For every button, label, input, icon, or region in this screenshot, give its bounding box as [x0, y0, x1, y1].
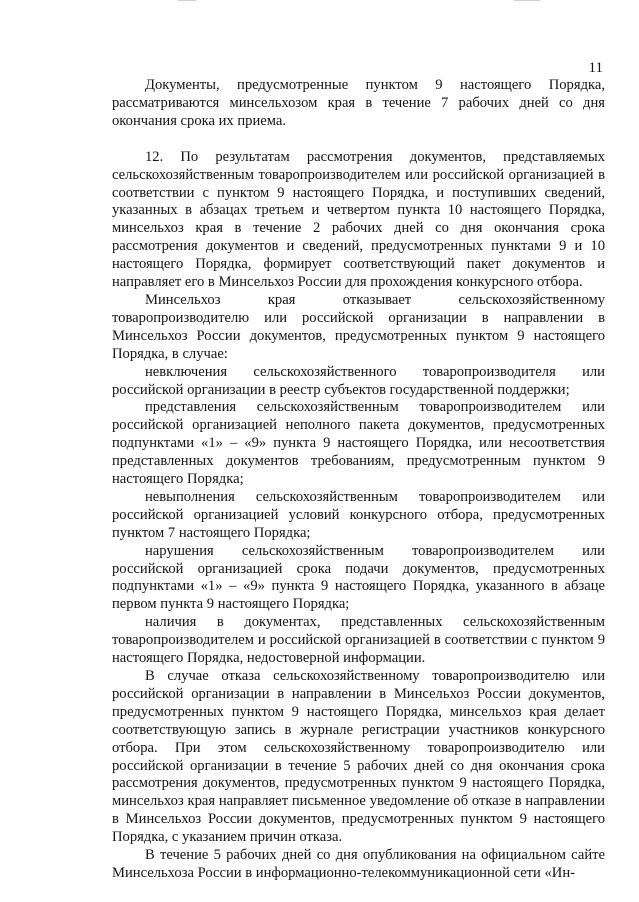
paragraph: представления сельскохозяйственным товаропроизводителем или российской организацией неполного пакета документов, предусмотренных подпунктами «1» – «9» пункта 9 настоящего Порядка, или несоответствия представленных документов требованиям, предусмотренным пунктом 9 настоящего Порядка;: [112, 399, 605, 488]
paragraph: Документы, предусмотренные пунктом 9 настоящего Порядка, рассматриваются минсельхозом края в течение 7 рабочих дней со дня окончания срока их приема.: [112, 77, 605, 129]
scan-mark: [514, 0, 540, 1]
paragraph: В случае отказа сельскохозяйственному товаропроизводителю или российской организации в направлении в Минсельхоз России документов, предусмотренных пунктом 9 настоящего Порядка, минсельхоз края делает соответствующую запись в журнале регистрации участников конкурсного отбора. При этом сельскохозяйственному товаропроизводителю или российской организации в течение 5 рабочих дней со дня окончания срока рассмотрения документов, предусмотренных пунктом 9 настоящего Порядка, минсельхоз края направляет письменное уведомление об отказе в направлении в Минсельхоз России документов, предусмотренных пунктом 9 настоящего Порядка, с указанием причин отказа.: [112, 668, 605, 846]
paragraph: 12. По результатам рассмотрения документов, представляемых сельскохозяйственным товаропроизводителем или российской организацией в соответствии с пунктом 9 настоящего Порядка, и поступивших сведений, указанных в абзацах третьем и четвертом пункта 10 настоящего Порядка, минсельхоз края в течение 2 рабочих дней со дня окончания срока рассмотрения документов и сведений, предусмотренных пунктами 9 и 10 настоящего Порядка, формирует соответствующий пакет документов и направляет его в Минсельхоз России для прохождения конкурсного отбора.: [112, 148, 605, 291]
paragraph: наличия в документах, представленных сельскохозяйственным товаропроизводителем и российской организацией в соответствии с пунктом 9 настоящего Порядка, недостоверной информации.: [112, 614, 605, 667]
paragraph: невыполнения сельскохозяйственным товаропроизводителем или российской организацией условий конкурсного отбора, предусмотренных пунктом 7 настоящего Порядка;: [112, 488, 605, 541]
paragraph: В течение 5 рабочих дней со дня опубликования на официальном сайте Минсельхоза России в информационно-телекоммуникационной сети «Ин-: [112, 847, 605, 881]
paragraph: нарушения сельскохозяйственным товаропроизводителем или российской организацией срока подачи документов, предусмотренных подпунктами «1» – «9» пункта 9 настоящего Порядка, указанного в абзаце первом пункта 9 настоящего Порядка;: [112, 542, 605, 613]
document-body: [112, 77, 605, 883]
paragraph: Минсельхоз края отказывает сельскохозяйственному товаропроизводителю или российской организации в направлении в Минсельхоз России документов, предусмотренных пунктом 9 настоящего Порядка, в случае:: [112, 291, 605, 362]
scan-mark: [178, 0, 196, 1]
paragraph: невключения сельскохозяйственного товаропроизводителя или российской организации в реестр субъектов государственной поддержки;: [112, 363, 605, 398]
page-number: 11: [588, 60, 603, 76]
